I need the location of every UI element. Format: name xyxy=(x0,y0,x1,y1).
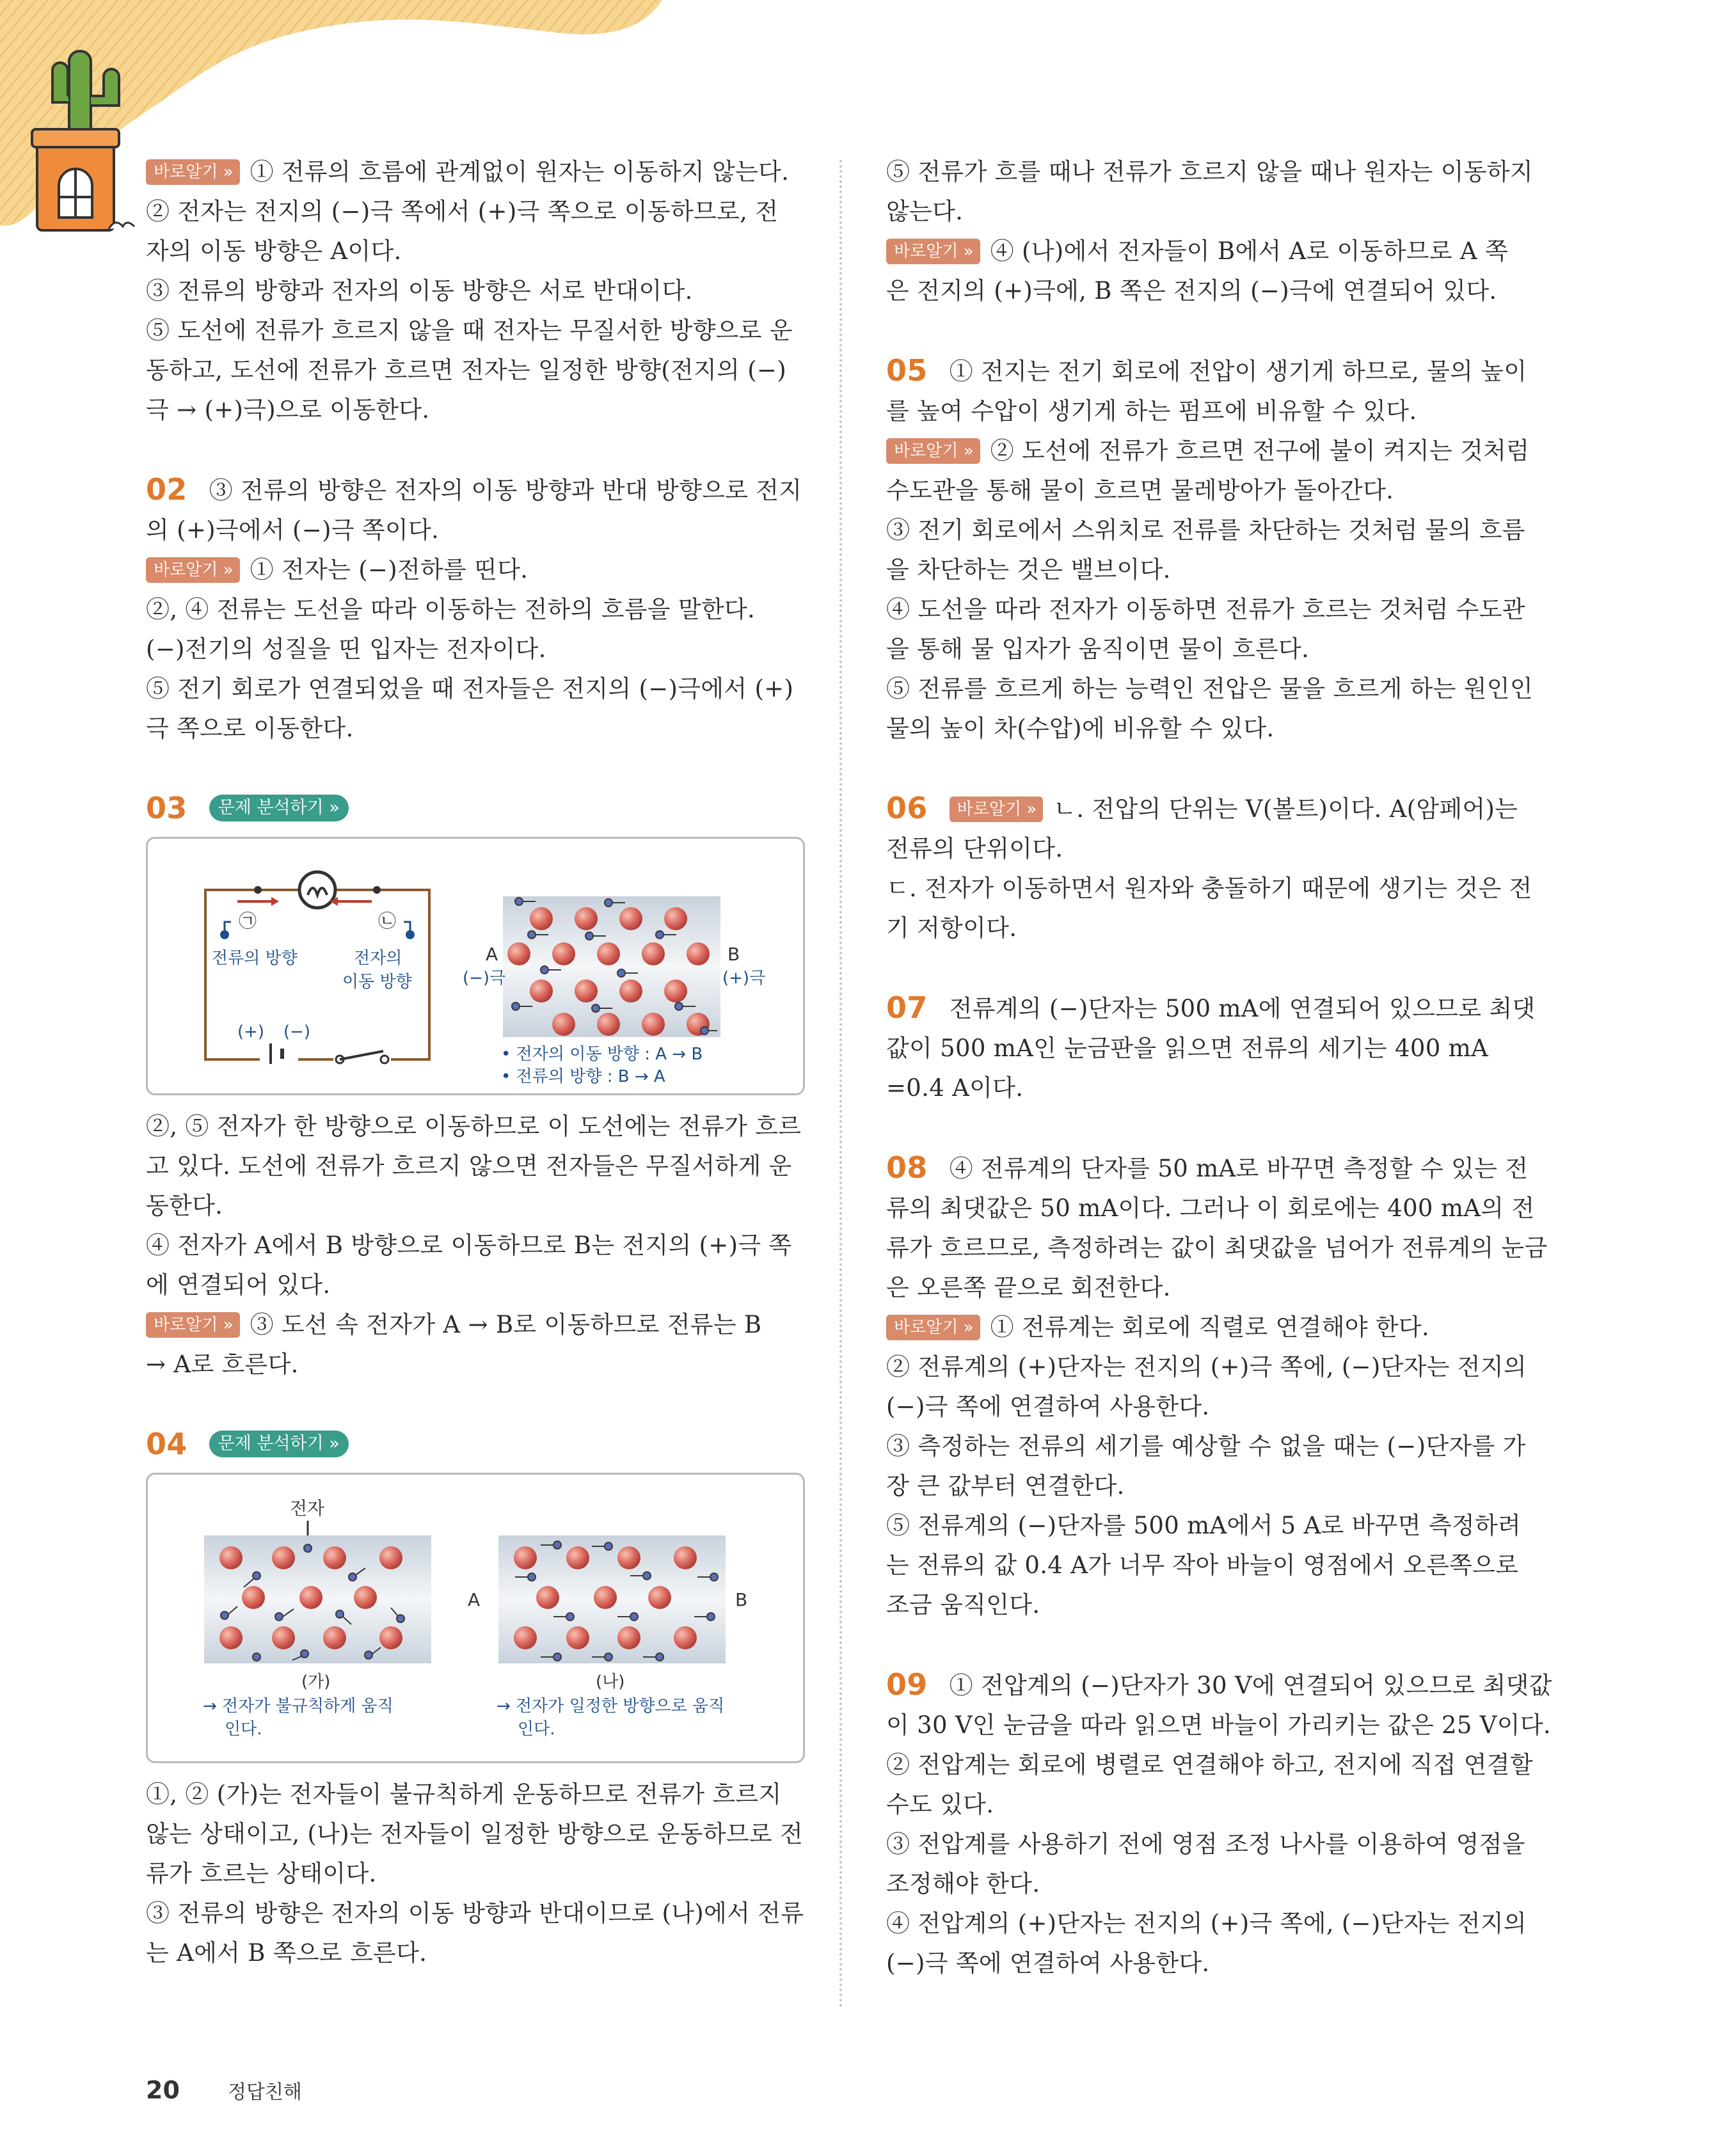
current-direction-label: 전류의 방향 xyxy=(212,949,298,968)
label-B: B xyxy=(735,1589,748,1610)
question-number: 08 xyxy=(886,1150,928,1185)
baro-tag: 바로알기 » xyxy=(886,1315,980,1340)
footer-title: 정답친해 xyxy=(227,2081,302,2104)
question-number: 09 xyxy=(886,1667,928,1702)
q02: 02 ③ 전류의 방향은 전자의 이동 방향과 반대 방향으로 전지 의 (+)극에서 (−)극 쪽이다. 바로알기 » ① 전자는 (−)전하를 띤다. ②, ④ 전류는 도선을 따라 이동하는 전하의 흐름을 말한다. (−)전기의 성질을 띤 입자는 전자이다. ⑤ 전기 회로가 연결되었을 때 전자들은 전지의 (−)극에서 (+) 극 쪽으로 이동한다. xyxy=(146,470,805,749)
q01-continued: 바로알기 » ① 전류의 흐름에 관계없이 원자는 이동하지 않는다. ② 전자는 전지의 (−)극 쪽에서 (+)극 쪽으로 이동하므로, 전 자의 이동 방향은 A이다. ③ 전류의 방향과 전자의 이동 방향은 서로 반대이다. ⑤ 도선에 전류가 흐르지 않을 때 전자는 무질서한 방향으로 운 동하고, 도선에 전류가 흐르면 전자는 일정한 방향(전지의 (−) 극 → (+)극)으로 이동한다. xyxy=(146,158,793,424)
q07: 07 전류계의 (−)단자는 500 mA에 연결되어 있으므로 최댓 값이 500 mA인 눈금판을 읽으면 전류의 세기는 400 mA =0.4 A이다. xyxy=(886,988,1545,1108)
label-ga: (가) xyxy=(301,1672,331,1692)
q03: 03 문제 분석하기 » ㉠ ㉡ 전류의 방향 전자의 이동 방향 (+) (−) A B (−)극 (+)극 • 전자의 이동 방향 : A → B • 전류의 방향 : B → A ②, ⑤ 전자가 한 방향으로 이동하므로 이 도선에는 전류가 흐르 고 있다. 도선에 전류가 흐르지 않으면 전자들은 무질서하게 운 동한다. ④ 전자가 A에서 B 방향으로 이동하므로 B는 전지의 (+)극 쪽 에 연결되어 있다. 바로알기 » ③ 도선 속 전자가 A → B로 이동하므로 전류는 B → A로 흐른다. xyxy=(146,788,805,1384)
label-B: B xyxy=(727,944,740,965)
baro-tag: 바로알기 » xyxy=(146,159,240,185)
ga-description-2: 인다. xyxy=(225,1720,262,1739)
baro-tag: 바로알기 » xyxy=(886,239,980,264)
question-number: 04 xyxy=(146,1427,187,1461)
cactus-pot-icon xyxy=(13,26,141,237)
circuit-diagram xyxy=(148,839,803,1093)
baro-tag: 바로알기 » xyxy=(146,1312,240,1338)
question-number: 05 xyxy=(886,353,928,388)
munje-tag: 문제 분석하기 » xyxy=(209,795,349,821)
column-divider xyxy=(839,160,842,2009)
label-A: A xyxy=(486,944,498,965)
na-description-1: → 전자가 일정한 방향으로 움직 xyxy=(497,1697,725,1716)
baro-tag: 바로알기 » xyxy=(886,438,980,464)
na-description-2: 인다. xyxy=(518,1720,555,1739)
page-footer xyxy=(146,2076,302,2104)
q06: 06 바로알기 » ㄴ. 전압의 단위는 V(볼트)이다. A(암페어)는 전류의 단위이다. ㄷ. 전자가 이동하면서 원자와 충돌하기 때문에 생기는 것은 전 기 저항이다. xyxy=(886,788,1545,948)
minus-label: (−) xyxy=(283,1022,311,1042)
note-electron-direction: • 전자의 이동 방향 : A → B xyxy=(501,1045,703,1064)
q08: 08 ④ 전류계의 단자를 50 mA로 바꾸면 측정할 수 있는 전 류의 최댓값은 50 mA이다. 그러나 이 회로에는 400 mA의 전 류가 흐르므로, 측정하려는 값이 최댓값을 넘어가 전류계의 눈금 은 오른쪽 끝으로 회전한다. 바로알기 » ① 전류계는 회로에 직렬로 연결해야 한다. ② 전류계의 (+)단자는 전지의 (+)극 쪽에, (−)단자는 전지의 (−)극 쪽에 연결하여 사용한다. ③ 측정하는 전류의 세기를 예상할 수 없을 때는 (−)단자를 가 장 큰 값부터 연결한다. ⑤ 전류계의 (−)단자를 500 mA에서 5 A로 바꾸면 측정하려 는 전류의 값 0.4 A가 너무 작아 바늘이 영점에서 오른쪽으로 조금 움직인다. xyxy=(886,1148,1545,1625)
electron-motion-diagram xyxy=(148,1475,803,1761)
note-current-direction: • 전류의 방향 : B → A xyxy=(501,1067,665,1086)
label-a: ㉠ xyxy=(239,910,257,931)
q04: 04 문제 분석하기 » 전자 A B (가) (나) → 전자가 불규칙하게 움직 인다. → 전자가 일정한 방향으로 움직 인다. ①, ② (가)는 전자들이 불규칙하게 운동하므로 전류가 흐르지 않는 상태이고, (나)는 전자들이 일정한 방향으로 운동하므로 전 류가 흐르는 상태이다. ③ 전류의 방향은 전자의 이동 방향과 반대이므로 (나)에서 전류 는 A에서 B 쪽으로 흐른다. xyxy=(146,1424,805,1973)
q05: 05 ① 전지는 전기 회로에 전압이 생기게 하므로, 물의 높이 를 높여 수압이 생기게 하는 펌프에 비유할 수 있다. 바로알기 » ② 도선에 전류가 흐르면 전구에 불이 켜지는 것처럼 수도관을 통해 물이 흐르면 물레방아가 돌아간다. ③ 전기 회로에서 스위치로 전류를 차단하는 것처럼 물의 흐름 을 차단하는 것은 밸브이다. ④ 도선을 따라 전자가 이동하면 전류가 흐르는 것처럼 수도관 을 통해 물 입자가 움직이면 물이 흐른다. ⑤ 전류를 흐르게 하는 능력인 전압은 물을 흐르게 하는 원인인 물의 높이 차(수압)에 비유할 수 있다. xyxy=(886,351,1545,749)
question-number: 02 xyxy=(146,472,187,507)
baro-tag: 바로알기 » xyxy=(950,797,1044,822)
q03-figure xyxy=(146,837,805,1095)
munje-tag: 문제 분석하기 » xyxy=(209,1431,349,1457)
q09: 09 ① 전압계의 (−)단자가 30 V에 연결되어 있으므로 최댓값 이 30 V인 눈금을 따라 읽으면 바늘이 가리키는 값은 25 V이다. ② 전압계는 회로에 병렬로 연결해야 하고, 전지에 직접 연결할 수도 있다. ③ 전압계를 사용하기 전에 영점 조정 나사를 이용하여 영점을 조정해야 한다. ④ 전압계의 (+)단자는 전지의 (+)극 쪽에, (−)단자는 전지의 (−)극 쪽에 연결하여 사용한다. xyxy=(886,1665,1545,1983)
electron-label: 전자 xyxy=(290,1498,325,1519)
page-number: 20 xyxy=(146,2076,180,2104)
left-column xyxy=(146,152,805,1973)
label-na: (나) xyxy=(596,1672,625,1692)
B-pole-label: (+)극 xyxy=(722,969,766,988)
right-column xyxy=(886,152,1552,1983)
label-b: ㉡ xyxy=(378,910,397,931)
electron-direction-label-1: 전자의 xyxy=(354,949,402,968)
q04-figure xyxy=(146,1473,805,1763)
plus-label: (+) xyxy=(237,1022,265,1042)
question-number: 03 xyxy=(146,791,187,825)
electron-direction-label-2: 이동 방향 xyxy=(342,972,412,992)
baro-tag: 바로알기 » xyxy=(146,557,240,583)
question-number: 07 xyxy=(886,990,928,1025)
ga-description-1: → 전자가 불규칙하게 움직 xyxy=(203,1697,393,1716)
A-pole-label: (−)극 xyxy=(463,969,506,988)
question-number: 06 xyxy=(886,791,928,825)
q04-continued: ⑤ 전류가 흐를 때나 전류가 흐르지 않을 때나 원자는 이동하지 않는다. 바로알기 » ④ (나)에서 전자들이 B에서 A로 이동하므로 A 쪽 은 전지의 (+)극에, B 쪽은 전지의 (−)극에 연결되어 있다. xyxy=(886,158,1533,305)
label-A: A xyxy=(468,1589,481,1610)
